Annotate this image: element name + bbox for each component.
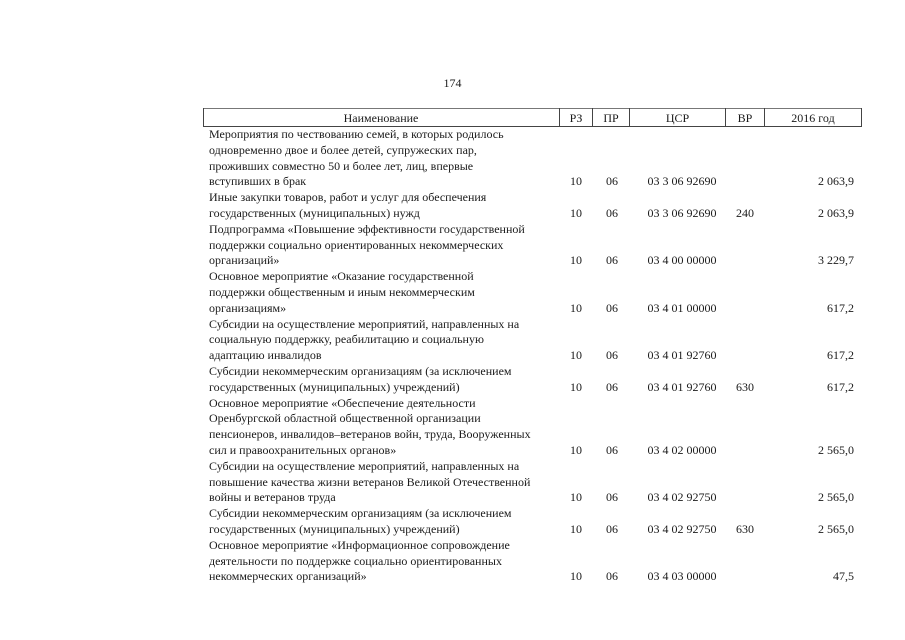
row-name-line: организациям» (209, 300, 287, 315)
table-row (203, 506, 862, 538)
row-sum: 617,2 (827, 300, 854, 315)
row-name-line: Основное мероприятие «Обеспечение деятельности (209, 395, 476, 410)
row-sum: 2 063,9 (818, 174, 854, 189)
table-row (203, 538, 862, 585)
row-rz: 10 (570, 569, 582, 584)
row-name-line: одновременно двое и более детей, супружеских пар, (209, 142, 477, 157)
row-name-line: Субсидии на осуществление мероприятий, направленных на (209, 316, 520, 331)
row-pr: 06 (606, 490, 618, 505)
row-name (203, 538, 553, 585)
row-name-line: государственных (муниципальных) учреждений) (209, 379, 460, 394)
row-name-line: поддержки общественным и иным некоммерческим (209, 284, 475, 299)
row-rz: 10 (570, 174, 582, 189)
row-name-line: социальную поддержку, реабилитацию и социальную (209, 332, 484, 347)
row-sum: 3 229,7 (818, 253, 854, 268)
row-sum: 617,2 (827, 348, 854, 363)
row-sum: 617,2 (827, 379, 854, 394)
row-csr: 03 4 02 92750 (647, 521, 717, 536)
row-name-line: войны и ветеранов труда (209, 490, 336, 505)
row-name (203, 222, 553, 269)
row-name (203, 269, 553, 316)
page-number: 174 (443, 76, 462, 90)
row-name-line: адаптацию инвалидов (209, 348, 322, 363)
row-pr: 06 (606, 174, 618, 189)
row-rz: 10 (570, 205, 582, 220)
table-row (203, 459, 862, 506)
row-csr: 03 4 01 00000 (647, 300, 717, 315)
row-name-line: Мероприятия по чествованию семей, в которых родилось (209, 127, 504, 141)
header-year: 2016 год (791, 111, 835, 125)
row-pr: 06 (606, 442, 618, 457)
row-name (203, 127, 553, 190)
row-rz: 10 (570, 379, 582, 394)
row-sum: 2 565,0 (818, 521, 854, 536)
row-pr: 06 (606, 253, 618, 268)
row-sum: 47,5 (833, 569, 854, 584)
header-rz: РЗ (569, 111, 583, 125)
table-row (203, 190, 862, 222)
row-pr: 06 (606, 205, 618, 220)
table-row (203, 396, 862, 459)
row-csr: 03 4 02 00000 (647, 442, 717, 457)
table-body (203, 127, 862, 585)
row-rz: 10 (570, 300, 582, 315)
header-vr: ВР (737, 111, 753, 125)
row-name (203, 364, 553, 396)
row-name-line: деятельности по поддержке социально ориентированных (209, 553, 502, 568)
row-name-line: Основное мероприятие «Информационное сопровождение (209, 537, 510, 552)
row-csr: 03 4 03 00000 (647, 569, 717, 584)
row-vr: 240 (736, 205, 754, 220)
row-pr: 06 (606, 300, 618, 315)
row-pr: 06 (606, 569, 618, 584)
table-row (203, 127, 862, 190)
row-name (203, 459, 553, 506)
row-name (203, 506, 553, 538)
row-name-line: вступивших в брак (209, 174, 307, 189)
row-name-line: Подпрограмма «Повышение эффективности государственной (209, 221, 525, 236)
row-pr: 06 (606, 348, 618, 363)
row-name-line: поддержки социально ориентированных некоммерческих (209, 237, 504, 252)
table-header (203, 108, 862, 127)
row-pr: 06 (606, 521, 618, 536)
row-sum: 2 565,0 (818, 490, 854, 505)
row-name-line: сил и правоохранительных органов» (209, 442, 397, 457)
row-name-line: Основное мероприятие «Оказание государственной (209, 269, 474, 284)
row-name-line: организаций» (209, 253, 280, 268)
row-sum: 2 063,9 (818, 205, 854, 220)
row-rz: 10 (570, 348, 582, 363)
row-sum: 2 565,0 (818, 442, 854, 457)
row-csr: 03 3 06 92690 (647, 205, 717, 220)
header-divider (861, 108, 862, 126)
row-name-line: Оренбургской областной общественной организации (209, 411, 481, 426)
table-row (203, 222, 862, 269)
row-name-line: Субсидии на осуществление мероприятий, направленных на (209, 458, 520, 473)
row-name-line: некоммерческих организаций» (209, 569, 367, 584)
table-row (203, 269, 862, 316)
row-name (203, 317, 553, 364)
row-csr: 03 3 06 92690 (647, 174, 717, 189)
row-name-line: Субсидии некоммерческим организациям (за исключением (209, 506, 512, 521)
row-rz: 10 (570, 490, 582, 505)
row-rz: 10 (570, 521, 582, 536)
row-csr: 03 4 01 92760 (647, 348, 717, 363)
header-name: Наименование (343, 111, 419, 125)
row-vr: 630 (736, 379, 754, 394)
row-name-line: проживших совместно 50 и более лет, лиц, впервые (209, 158, 474, 173)
row-name-line: Иные закупки товаров, работ и услуг для обеспечения (209, 190, 487, 205)
row-name-line: государственных (муниципальных) учреждений) (209, 521, 460, 536)
row-name-line: Субсидии некоммерческим организациям (за исключением (209, 363, 512, 378)
row-pr: 06 (606, 379, 618, 394)
row-name-line: государственных (муниципальных) нужд (209, 205, 420, 220)
table-row (203, 317, 862, 364)
row-name-line: повышение качества жизни ветеранов Великой Отечественной (209, 474, 531, 489)
header-csr: ЦСР (665, 111, 690, 125)
row-name (203, 190, 553, 222)
row-csr: 03 4 01 92760 (647, 379, 717, 394)
table-row (203, 364, 862, 396)
row-csr: 03 4 00 00000 (647, 253, 717, 268)
row-vr: 630 (736, 521, 754, 536)
budget-table (203, 108, 862, 585)
row-rz: 10 (570, 442, 582, 457)
row-csr: 03 4 02 92750 (647, 490, 717, 505)
row-rz: 10 (570, 253, 582, 268)
row-name (203, 396, 553, 459)
header-pr: ПР (603, 111, 619, 125)
row-name-line: пенсионеров, инвалидов–ветеранов войн, труда, Вооруженных (209, 427, 531, 442)
